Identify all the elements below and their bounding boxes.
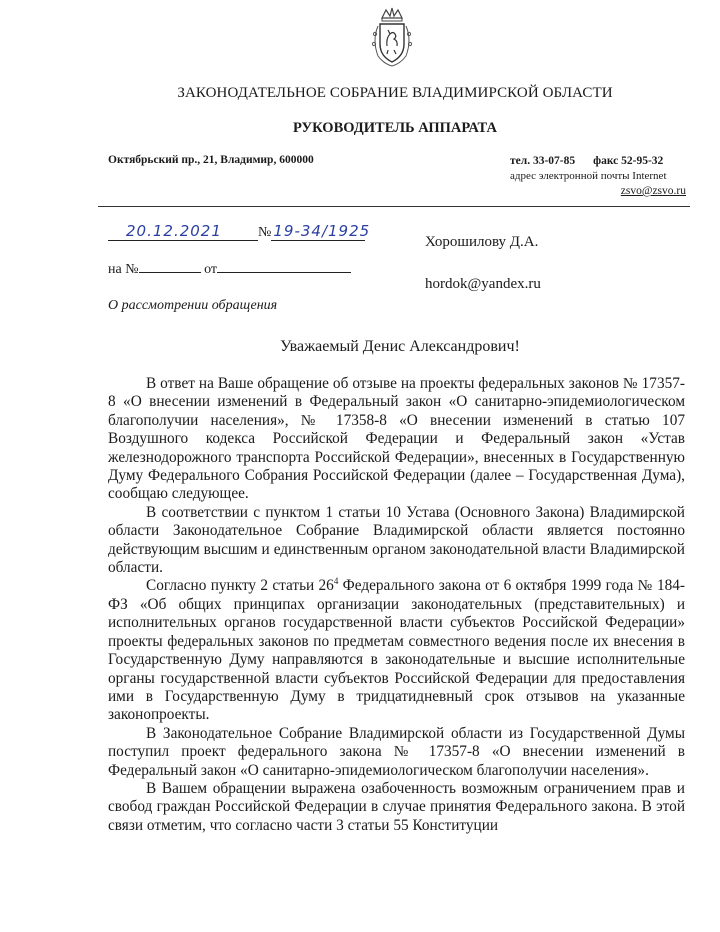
- header-divider: [98, 206, 690, 207]
- reference-date-blank: [217, 272, 351, 273]
- greeting: Уважаемый Денис Александрович!: [280, 338, 520, 355]
- contact-block: [510, 154, 700, 199]
- registration-number: 19-34/1925: [273, 222, 371, 240]
- organization-name: ЗАКОНОДАТЕЛЬНОЕ СОБРАНИЕ ВЛАДИМИРСКОЙ ОБЛАСТИ: [177, 85, 613, 101]
- paragraph: В ответ на Ваше обращение об отзыве на проекты федеральных законов № 17357-8 «О внесении изменений в Федеральный закон «О санитарно-эпидемиологическом благополучии населения», № 17358-8 «О внесении изменений в статью 107 Воздушного кодекса Российской Федерации и Федеральный закон «Устав железнодорожного транспорта Российской Федерации», внесенных в Государственную Думу Федерального Собрания Российской Федерации (далее – Государственная Дума), сообщаю следующее.: [108, 375, 685, 503]
- email-label: адрес электронной почты Internet: [510, 170, 667, 182]
- fax-number: факс 52-95-32: [593, 155, 664, 167]
- reference-from-label: от: [204, 262, 218, 277]
- registration-date: 20.12.2021: [108, 222, 258, 241]
- phone-number: тел. 33-07-85: [510, 155, 576, 167]
- letter-body: [108, 375, 685, 835]
- org-email-link[interactable]: zsvo@zsvo.ru: [620, 185, 686, 197]
- reference-prefix: на №: [108, 262, 139, 277]
- letter-subject: О рассмотрении обращения: [108, 298, 278, 313]
- paragraph: Согласно пункту 2 статьи $26^4$ Федерального закона от 6 октября 1999 года № 184-ФЗ «Об общих принципах организации законодательных (представительных) и исполнительных органов государственной власти субъектов Российской Федерации» проекты федеральных законов по предметам совместного ведения после их внесения в Государственную Думу направляются в законодательные и высшие исполнительные органы государственной власти субъектов Российской Федерации для предоставления ими в Государственную Думу в тридцатидневный срок отзывов на указанные законопроекты.: [108, 576, 685, 724]
- number-sign: №: [258, 225, 272, 240]
- reference-number-blank: [139, 272, 201, 273]
- postal-address: Октябрьский пр., 21, Владимир, 600000: [108, 154, 314, 166]
- registration-line: [108, 222, 371, 241]
- paragraph: В Вашем обращении выражена озабоченность возможным ограничением прав и свобод граждан Российской Федерации в случае принятия Федерального закона. В этой связи отметим, что согласно части 3 статьи 55 Конституции: [108, 779, 685, 834]
- addressee-block: [425, 232, 541, 294]
- department-title: РУКОВОДИТЕЛЬ АППАРАТА: [293, 120, 497, 136]
- paragraph: В соответствии с пунктом 1 статьи 10 Устава (Основного Закона) Владимирской области Законодательное Собрание Владимирской области является постоянно действующим высшим и единственным органом законодательной власти Владимирской области.: [108, 503, 685, 577]
- coat-of-arms-icon: [368, 6, 416, 68]
- paragraph: В Законодательное Собрание Владимирской области из Государственной Думы поступил проект федерального закона № 17357-8 «О внесении изменений в Федеральный закон «О санитарно-эпидемиологическом благополучии населения».: [108, 724, 685, 779]
- addressee-name: Хорошилову Д.А.: [425, 234, 539, 250]
- reference-line: [108, 262, 351, 278]
- addressee-email: hordok@yandex.ru: [425, 276, 541, 292]
